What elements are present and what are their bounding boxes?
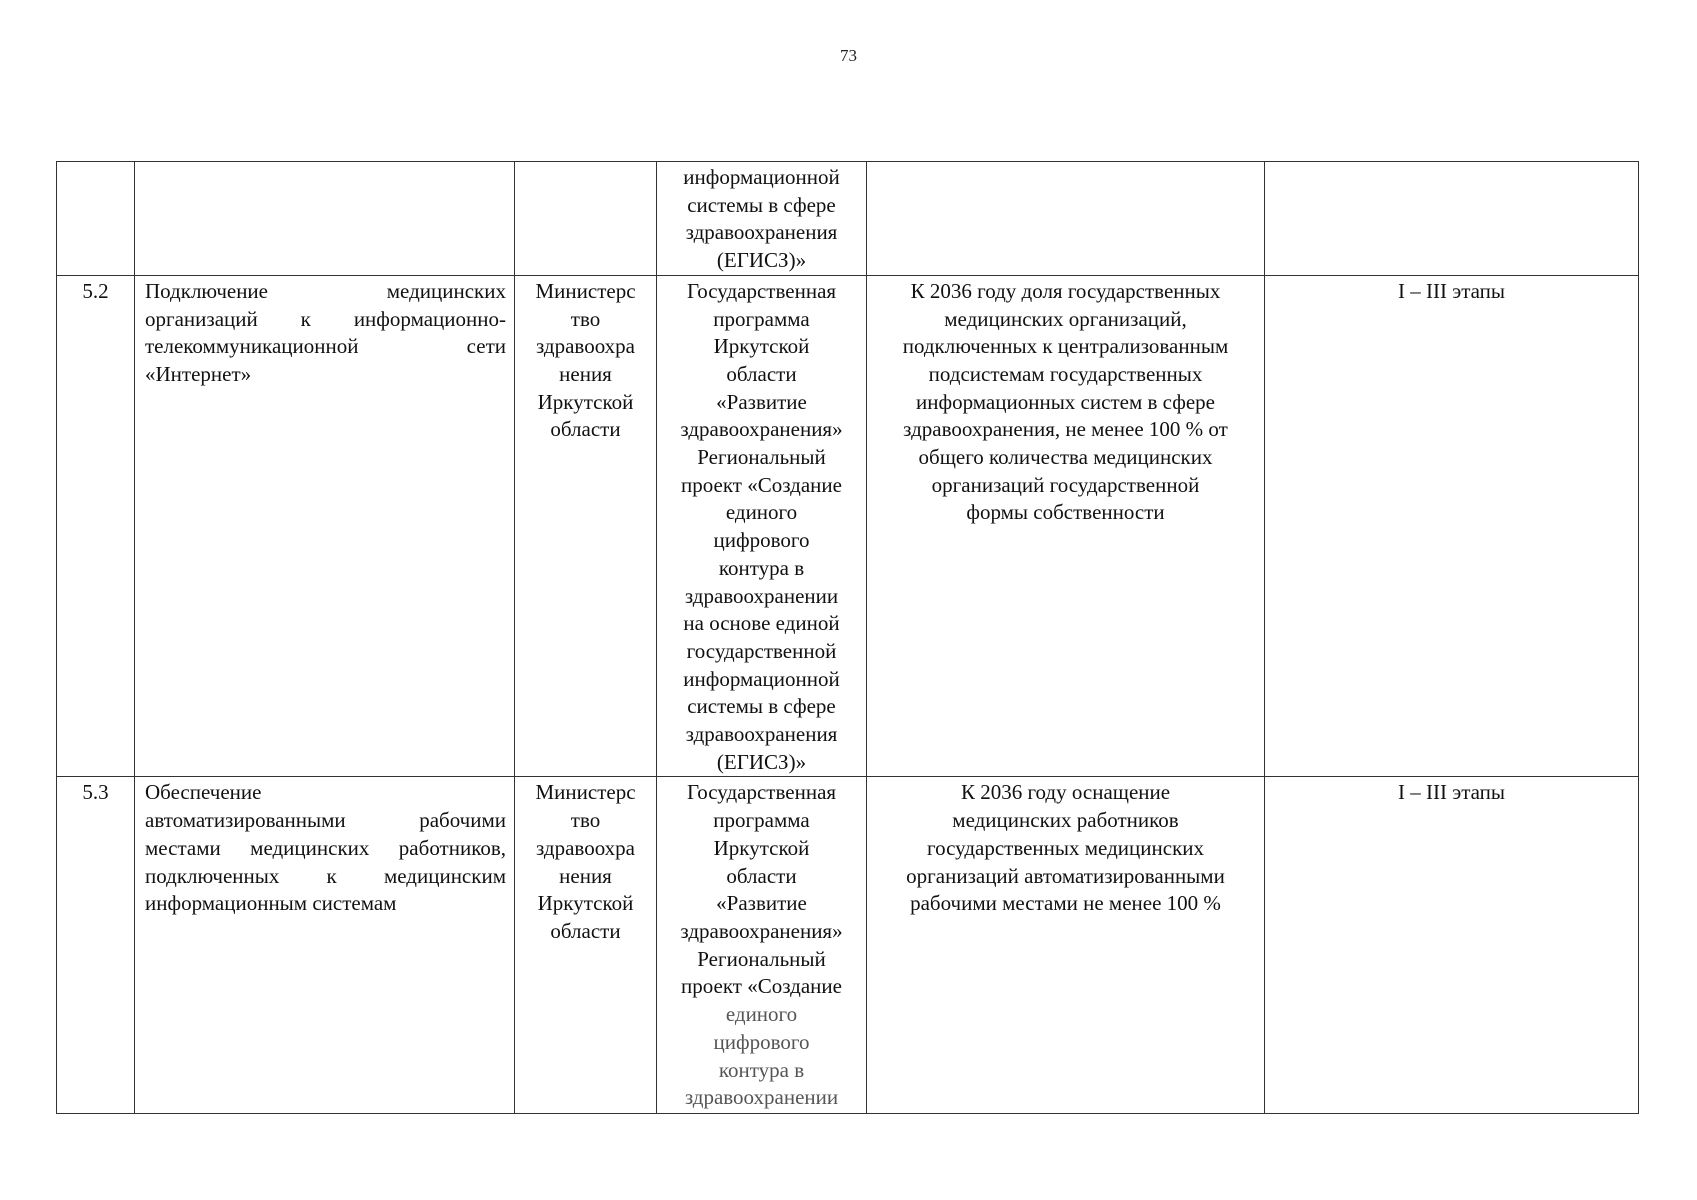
text-line: контура в bbox=[718, 555, 805, 580]
text-line: здравоохранения bbox=[685, 722, 838, 747]
text-line: Государственная bbox=[686, 278, 837, 303]
text-line: единого bbox=[725, 500, 798, 525]
text-line: системы в сфере bbox=[687, 192, 836, 217]
text-line: на основе единой bbox=[683, 611, 840, 636]
page-number: 73 bbox=[840, 46, 857, 65]
text-line: проект «Создание bbox=[681, 974, 842, 999]
text-line: области bbox=[550, 918, 621, 943]
text-line: Региональный bbox=[697, 946, 826, 971]
text-line: цифрового bbox=[713, 1029, 810, 1054]
text-line: Иркутской bbox=[537, 389, 634, 414]
text-line: К 2036 году оснащение bbox=[960, 780, 1171, 805]
text-line: формы собственности bbox=[966, 500, 1165, 525]
cell-name bbox=[135, 275, 515, 777]
text-line: телекоммуникационной сети bbox=[145, 334, 506, 359]
text-line: здравоохранении bbox=[684, 1085, 839, 1110]
cell-executor bbox=[515, 275, 657, 777]
text-line: медицинских работников bbox=[952, 808, 1179, 833]
text-line: Обеспечение bbox=[145, 780, 262, 805]
text-line: нения bbox=[559, 863, 612, 888]
text-line: здравоохра bbox=[536, 334, 635, 359]
cell-stage bbox=[1265, 162, 1639, 276]
text-line: (ЕГИСЗ)» bbox=[716, 749, 807, 774]
text-line: проект «Создание bbox=[681, 472, 842, 497]
cell-indicator bbox=[867, 275, 1265, 777]
table-row-5-2 bbox=[57, 275, 1639, 777]
text-line: информационной bbox=[683, 666, 840, 691]
text-line: Министерс bbox=[535, 780, 636, 805]
text-line: информационным системам bbox=[145, 891, 397, 916]
cell-stage: I – III этапы bbox=[1265, 777, 1639, 1114]
text-line: здравоохранения» bbox=[680, 417, 843, 442]
text-line: организаций к информационно- bbox=[145, 306, 506, 331]
text-line: здравоохра bbox=[536, 835, 635, 860]
text-line: здравоохранения» bbox=[680, 918, 843, 943]
text-line: тво bbox=[570, 306, 601, 331]
text-line: «Интернет» bbox=[145, 361, 252, 386]
text-line: системы в сфере bbox=[687, 694, 836, 719]
text-line: программа bbox=[713, 306, 810, 331]
text-line: рабочими местами не менее 100 % bbox=[910, 891, 1221, 916]
text-line: организаций автоматизированными bbox=[906, 863, 1225, 888]
text-line: здравоохранения bbox=[685, 220, 838, 245]
text-line: здравоохранении bbox=[684, 583, 839, 608]
cell-indicator bbox=[867, 162, 1265, 276]
cell-number: 5.2 bbox=[57, 275, 135, 777]
text-line: единого bbox=[725, 1002, 798, 1027]
text-line: информационной bbox=[683, 165, 840, 189]
cell-program bbox=[657, 162, 867, 276]
text-line: автоматизированными рабочими bbox=[145, 808, 506, 833]
text-line: общего количества медицинских bbox=[918, 445, 1213, 470]
text-line: подключенных к централизованным bbox=[902, 334, 1229, 359]
cell-name bbox=[135, 777, 515, 1114]
text-line: цифрового bbox=[713, 528, 810, 553]
cell-name bbox=[135, 162, 515, 276]
text-line: Региональный bbox=[697, 445, 826, 470]
cell-program bbox=[657, 275, 867, 777]
text-line: медицинских организаций, bbox=[944, 306, 1187, 331]
text-line: подключенных к медицинским bbox=[145, 863, 506, 888]
text-line: Иркутской bbox=[537, 891, 634, 916]
text-line: Министерс bbox=[535, 278, 636, 303]
text-line: (ЕГИСЗ)» bbox=[716, 248, 807, 273]
cell-stage: I – III этапы bbox=[1265, 275, 1639, 777]
text-line: «Развитие bbox=[716, 389, 807, 414]
text-line: области bbox=[726, 863, 797, 888]
cell-executor bbox=[515, 777, 657, 1114]
text-line: местами медицинских работников, bbox=[145, 835, 506, 860]
text-line: Подключение медицинских bbox=[145, 278, 506, 303]
text-line: Иркутской bbox=[713, 334, 810, 359]
text-line: здравоохранения, не менее 100 % от bbox=[903, 417, 1228, 442]
table-row-5-3 bbox=[57, 777, 1639, 1114]
cell-number: 5.3 bbox=[57, 777, 135, 1114]
cell-executor bbox=[515, 162, 657, 276]
text-line: организаций государственной bbox=[931, 472, 1200, 497]
cell-indicator bbox=[867, 777, 1265, 1114]
text-line: информационных систем в сфере bbox=[916, 389, 1215, 414]
text-line: государственной bbox=[686, 638, 837, 663]
cell-number bbox=[57, 162, 135, 276]
text-line: программа bbox=[713, 808, 810, 833]
text-line: «Развитие bbox=[716, 891, 807, 916]
cell-program bbox=[657, 777, 867, 1114]
text-line: подсистемам государственных bbox=[928, 361, 1203, 386]
measures-table bbox=[56, 161, 1639, 1114]
text-line: Иркутской bbox=[713, 835, 810, 860]
table-row-continuation bbox=[57, 162, 1639, 276]
text-line: области bbox=[550, 417, 621, 442]
text-line: контура в bbox=[718, 1057, 805, 1082]
text-line: области bbox=[726, 361, 797, 386]
text-line: Государственная bbox=[686, 780, 837, 805]
text-line: К 2036 году доля государственных bbox=[910, 278, 1221, 303]
text-line: нения bbox=[559, 361, 612, 386]
text-line: государственных медицинских bbox=[926, 835, 1205, 860]
text-line: тво bbox=[570, 808, 601, 833]
